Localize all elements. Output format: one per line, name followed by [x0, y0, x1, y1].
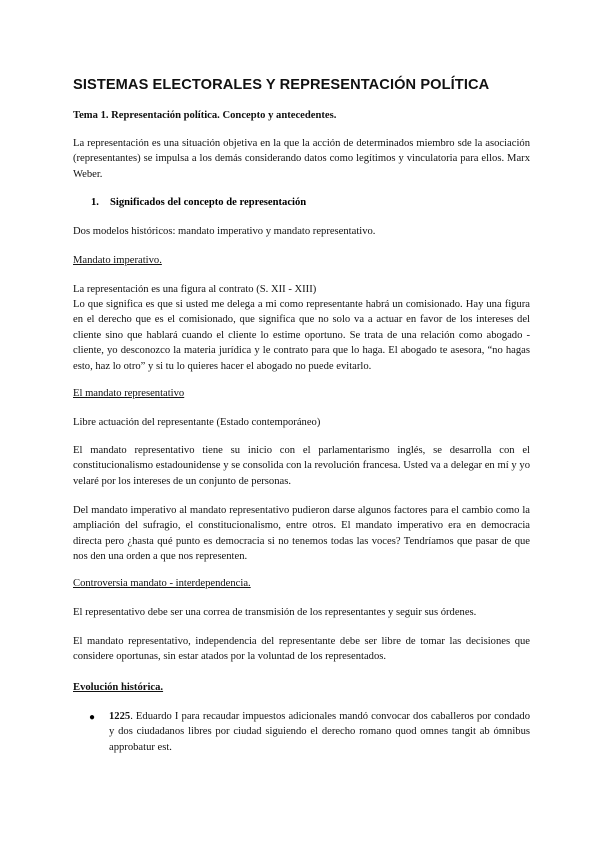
list-item-text [109, 709, 530, 755]
topic-heading: Tema 1. Representación política. Concepto y antecedentes. [73, 110, 337, 121]
list-item-year: 1225 [109, 711, 131, 722]
imperative-paragraph: Lo que significa es que si usted me delega a mi como representante habrá un comisionado. Hay una figura en el derecho que es el comisionado, que significa que no solo va a actuar en favor de los intereses del cliente sino que hablará cuando el cliente lo estime oportuno. Se trata de una relación como abogado - cliente, yo desconozco la materia jurídica y le contrato para que lo haga. El abogado te asesora, “no hagas esto, haz lo otro” y si tu lo quieres hacer el abogado no puede evitarlo. [73, 299, 530, 372]
bullet-icon: ● [89, 712, 96, 723]
change-paragraph: Del mandato imperativo al mandato representativo pudieron darse algunos factores para el cambio como la ampliación del sufragio, el constitucionalismo, entre otros. El mandato imperativo era en democracia directa pero ¿hasta qué punto es democracia si no tenemos todas las voces? Tendríamos que pasar de que nos den una orden a que nos representen. [73, 505, 530, 563]
intro-paragraph: La representación es una situación objetiva en la que la acción de determinados miembro sde la asociación (representantes) se impulsa a los demás considerando datos como legítimos y vinculatoria para ellos. Marx Weber. [73, 138, 530, 180]
controversy-heading: Controversia mandato - interdependencia. [73, 578, 251, 589]
representative-paragraph: El mandato representativo tiene su inicio con el parlamentarismo inglés, se desarrolla con el constitucionalismo estadounidense y se consolida con la revolución francesa. Usted va a delegar en mí y yo velaré por los intereses de un conjunto de personas. [73, 445, 530, 487]
evolution-heading: Evolución histórica. [73, 682, 164, 693]
list-item-body: . Eduardo I para recaudar impuestos adicionales mandó convocar dos caballeros por condado y dos ciudadanos libres por ciudad siguiendo el derecho romano quod omnes tangit ab ómnibus approbatur est. [109, 711, 530, 753]
imperative-heading: Mandato imperativo. [73, 255, 162, 266]
models-intro: Dos modelos históricos: mandato imperativo y mandato representativo. [73, 226, 376, 237]
imperative-line: La representación es una figura al contrato (S. XII - XIII) [73, 284, 317, 295]
section-label: Significados del concepto de representación [110, 197, 307, 208]
representative-heading: El mandato representativo [73, 388, 185, 399]
representative-line: Libre actuación del representante (Estado contemporáneo) [73, 417, 321, 428]
document-title: SISTEMAS ELECTORALES Y REPRESENTACIÓN POLÍTICA [73, 77, 490, 93]
controversy-paragraph-2: El mandato representativo, independencia del representante debe ser libre de tomar las decisiones que considere oportunas, sin estar atados por la voluntad de los representados. [73, 636, 530, 663]
controversy-paragraph-1: El representativo debe ser una correa de transmisión de los representantes y seguir sus órdenes. [73, 607, 477, 618]
section-number: 1. [91, 197, 99, 208]
